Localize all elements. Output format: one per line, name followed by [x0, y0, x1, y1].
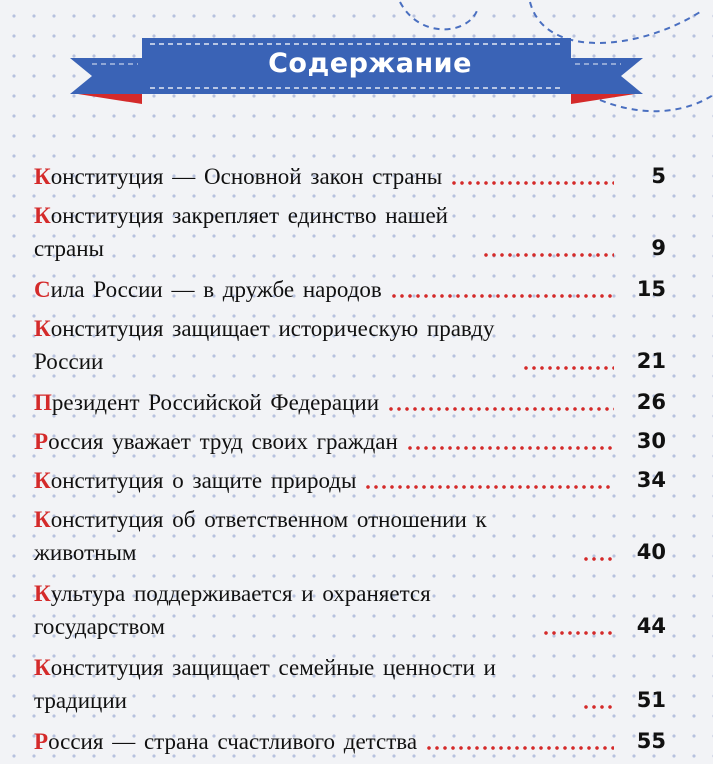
toc-entry[interactable] — [34, 725, 666, 758]
toc-entry-page: 55 — [636, 729, 666, 753]
toc-entry-title — [34, 386, 379, 419]
toc-entry-text: онституция — Основной закон страны — [50, 164, 443, 189]
toc-entry-text: оссия уважает труд своих граждан — [48, 429, 398, 454]
toc-entry[interactable] — [34, 386, 666, 419]
dot-leader — [364, 485, 614, 489]
toc-entry-page: 34 — [636, 468, 666, 492]
toc-entry[interactable] — [34, 312, 666, 378]
dot-leader — [582, 705, 614, 709]
toc-entry[interactable] — [34, 273, 666, 306]
page-title: Содержание — [268, 47, 472, 79]
toc-entry-initial: Р — [34, 429, 49, 454]
dot-leader — [425, 746, 614, 750]
toc-entry-text: онституция защищает историческую правду России — [34, 316, 495, 374]
toc-entry-text: ила России — в дружбе народов — [50, 277, 382, 302]
toc-entry-page: 30 — [636, 429, 666, 453]
toc-entry-page: 40 — [636, 540, 666, 564]
dot-leader — [390, 294, 614, 298]
toc-entry-text: резидент Российской Федерации — [51, 390, 380, 415]
toc-entry-title — [34, 577, 534, 643]
toc-entry-title — [34, 160, 442, 193]
dot-leader — [522, 366, 614, 370]
toc-entry[interactable] — [34, 464, 666, 497]
toc-entry-initial: К — [34, 203, 51, 228]
toc-entry[interactable] — [34, 577, 666, 643]
toc-entry-page: 15 — [636, 277, 666, 301]
toc-entry-initial: К — [34, 316, 51, 341]
toc-entry-page: 44 — [636, 614, 666, 638]
toc-entry-text: ультура поддерживается и охраняется государством — [34, 581, 431, 639]
toc-entry[interactable] — [34, 425, 666, 458]
dot-leader — [450, 181, 614, 185]
toc-entry[interactable] — [34, 199, 666, 265]
toc-entry-initial: К — [34, 581, 51, 606]
toc-entry-text: оссия — страна счастливого детства — [48, 729, 418, 754]
toc-entry-title — [34, 273, 382, 306]
toc-entry-title — [34, 503, 574, 569]
title-banner — [0, 0, 713, 140]
toc-entry[interactable] — [34, 503, 666, 569]
toc-entry-text: онституция о защите природы — [50, 468, 357, 493]
toc-entry-text: онституция закрепляет единство нашей страны — [34, 203, 448, 261]
toc-entry-initial: П — [34, 390, 52, 415]
toc-entry-title — [34, 464, 356, 497]
toc-entry-page: 21 — [636, 349, 666, 373]
toc-entry-page: 9 — [651, 236, 666, 260]
dot-leader — [542, 631, 614, 635]
toc-entry-page: 26 — [636, 390, 666, 414]
toc-entry-initial: К — [34, 164, 51, 189]
toc-entry-text: онституция об ответственном отношении к животным — [34, 507, 487, 565]
toc-entry-page: 5 — [651, 164, 666, 188]
toc-entry-title — [34, 199, 474, 265]
toc-entry-initial: С — [34, 277, 51, 302]
toc-entry-initial: К — [34, 468, 51, 493]
dot-leader — [482, 253, 614, 257]
toc-entry[interactable] — [34, 160, 666, 193]
toc-entry-initial: К — [34, 507, 51, 532]
toc-entry-initial: К — [34, 655, 51, 680]
toc-entry-page: 51 — [636, 688, 666, 712]
toc-entry-title — [34, 312, 514, 378]
toc-entry[interactable] — [34, 651, 666, 717]
dot-leader — [582, 557, 614, 561]
dot-leader — [387, 407, 614, 411]
toc-entry-title — [34, 725, 417, 758]
dot-leader — [406, 446, 614, 450]
toc-entry-text: онституция защищает семейные ценности и традиции — [34, 655, 496, 713]
toc-entry-title — [34, 651, 574, 717]
table-of-contents — [34, 160, 666, 764]
toc-entry-initial: Р — [34, 729, 49, 754]
toc-entry-title — [34, 425, 398, 458]
